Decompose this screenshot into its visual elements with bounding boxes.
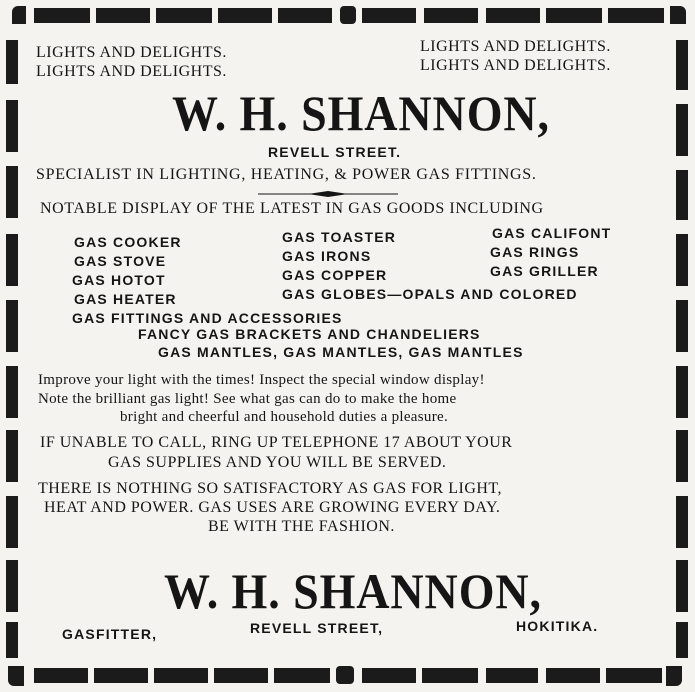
footer-trade: GASFITTER, — [62, 626, 158, 642]
goods-item-rings: GAS RINGS — [490, 244, 580, 260]
body-text-line-1: Improve your light with the times! Inspect the special window display! — [38, 372, 485, 388]
footer-town: HOKITIKA. — [516, 618, 599, 634]
goods-item-stove: GAS STOVE — [74, 253, 167, 269]
headline-left-1: LIGHTS AND DELIGHTS. — [36, 44, 227, 61]
diamond-rule — [258, 191, 398, 197]
goods-item-irons: GAS IRONS — [282, 248, 372, 264]
merchant-street: REVELL STREET. — [268, 144, 402, 160]
footer-street: REVELL STREET, — [250, 620, 384, 636]
headline-left-2: LIGHTS AND DELIGHTS. — [36, 63, 227, 80]
headline-right-1: LIGHTS AND DELIGHTS. — [420, 38, 611, 55]
goods-item-hotot: GAS HOTOT — [72, 272, 166, 288]
goods-line-mantles: GAS MANTLES, GAS MANTLES, GAS MANTLES — [158, 344, 524, 360]
goods-item-griller: GAS GRILLER — [490, 263, 599, 279]
headline-right-2: LIGHTS AND DELIGHTS. — [420, 57, 611, 74]
telephone-line-2: GAS SUPPLIES AND YOU WILL BE SERVED. — [108, 454, 447, 471]
telephone-line-1: IF UNABLE TO CALL, RING UP TELEPHONE 17 ABOUT YOUR — [40, 434, 513, 451]
footer-merchant-name: W. H. SHANNON, — [164, 563, 542, 619]
closing-line-3: BE WITH THE FASHION. — [208, 518, 395, 535]
goods-line-fittings: GAS FITTINGS AND ACCESSORIES — [72, 310, 343, 326]
body-text-line-2: Note the brilliant gas light! See what gas can do to make the home — [38, 391, 457, 407]
goods-item-califont: GAS CALIFONT — [492, 225, 612, 241]
goods-item-heater: GAS HEATER — [74, 291, 177, 307]
merchant-specialty: SPECIALIST IN LIGHTING, HEATING, & POWER GAS FITTINGS. — [36, 166, 537, 183]
goods-item-copper: GAS COPPER — [282, 267, 388, 283]
goods-item-toaster: GAS TOASTER — [282, 229, 397, 245]
goods-item-cooker: GAS COOKER — [74, 234, 182, 250]
body-text-line-3: bright and cheerful and household duties a pleasure. — [120, 409, 448, 425]
merchant-name: W. H. SHANNON, — [172, 85, 550, 141]
goods-item-globes: GAS GLOBES—OPALS AND COLORED — [282, 286, 578, 302]
display-intro: NOTABLE DISPLAY OF THE LATEST IN GAS GOODS INCLUDING — [40, 200, 544, 217]
closing-line-2: HEAT AND POWER. GAS USES ARE GROWING EVERY DAY. — [44, 499, 501, 516]
closing-line-1: THERE IS NOTHING SO SATISFACTORY AS GAS FOR LIGHT, — [38, 480, 503, 497]
goods-line-brackets: FANCY GAS BRACKETS AND CHANDELIERS — [138, 326, 481, 342]
